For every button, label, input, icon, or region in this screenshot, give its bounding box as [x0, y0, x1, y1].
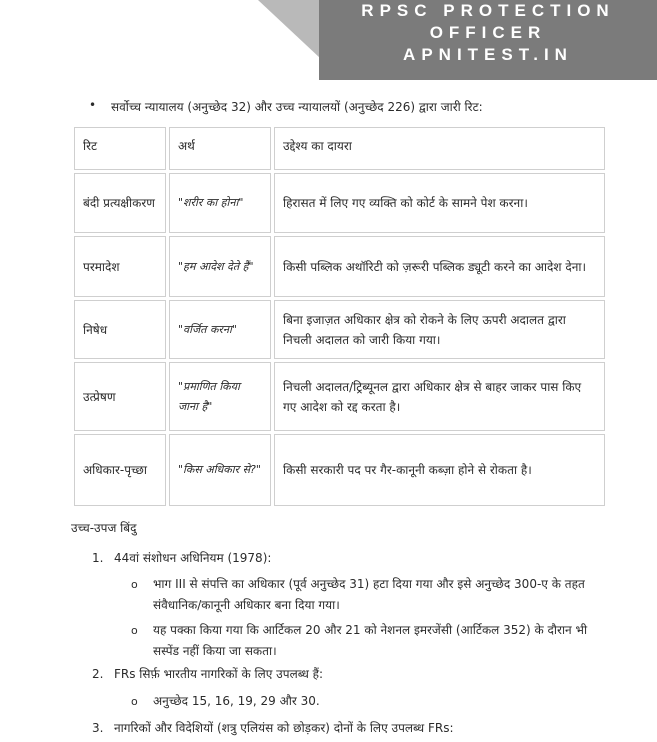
section-title: उच्च-उपज बिंदु: [71, 521, 137, 535]
writs-table: [71, 124, 608, 509]
sub-list-item: [131, 691, 613, 712]
sub-item-text: यह पक्का किया गया कि आर्टिकल 20 और 21 को नेशनल इमरजेंसी (आर्टिकल 352) के दौरान भी सस्पेंड नहीं किया जा सकता।: [153, 623, 588, 658]
list-item: [92, 664, 323, 684]
table-header-row: [74, 127, 605, 170]
bullet: •: [89, 98, 97, 112]
sub-list-item: [131, 620, 613, 662]
table-row: [74, 300, 605, 359]
table-row: [74, 236, 605, 297]
scope-cell: निचली अदालत/ट्रिब्यूनल द्वारा अधिकार क्षेत्र से बाहर जाकर पास किए गए आदेश को रद्द करता है।: [274, 362, 605, 431]
intro-text: सर्वोच्च न्यायालय (अनुच्छेद 32) और उच्च न्यायालयों (अनुच्छेद 226) द्वारा जारी रिट:: [111, 100, 483, 114]
meaning-cell: "शरीर का होना": [169, 173, 271, 233]
sub-bullet: o: [131, 695, 138, 708]
list-item-text: 44वां संशोधन अधिनियम (1978):: [114, 551, 272, 565]
writ-cell: अधिकार-पृच्छा: [74, 434, 166, 506]
header-cell-writ: रिट: [74, 127, 166, 170]
sub-bullet: o: [131, 624, 138, 637]
scope-cell: हिरासत में लिए गए व्यक्ति को कोर्ट के सामने पेश करना।: [274, 173, 605, 233]
scope-cell: किसी पब्लिक अथॉरिटी को ज़रूरी पब्लिक ड्यूटी करने का आदेश देना।: [274, 236, 605, 297]
table-row: [74, 362, 605, 431]
meaning-cell: "वर्जित करना": [169, 300, 271, 359]
scope-cell: बिना इजाज़त अधिकार क्षेत्र को रोकने के लिए ऊपरी अदालत द्वारा निचली अदालत को जारी किया गया।: [274, 300, 605, 359]
sub-list-item: [131, 574, 613, 616]
list-item-text: FRs सिर्फ़ भारतीय नागरिकों के लिए उपलब्ध हैं:: [114, 667, 324, 681]
header-cell-meaning: अर्थ: [169, 127, 271, 170]
sub-bullet: o: [131, 578, 138, 591]
meaning-cell: "प्रमाणित किया जाना है": [169, 362, 271, 431]
list-number: 3.: [92, 721, 104, 735]
table-row: [74, 173, 605, 233]
banner-line-1: RPSC PROTECTION: [361, 1, 615, 20]
list-number: 1.: [92, 551, 104, 565]
sub-item-text: भाग III से संपत्ति का अधिकार (पूर्व अनुच्छेद 31) हटा दिया गया और इसे अनुच्छेद 300-ए के तहत संवैधानिक/कानूनी अधिकार बना दिया गया।: [153, 577, 585, 612]
scope-cell: किसी सरकारी पद पर गैर-कानूनी कब्ज़ा होने से रोकता है।: [274, 434, 605, 506]
meaning-cell: "किस अधिकार से?": [169, 434, 271, 506]
list-item: [92, 718, 454, 738]
list-number: 2.: [92, 667, 104, 681]
banner-line-3: APNITEST.IN: [403, 45, 573, 64]
list-item: [92, 548, 271, 568]
writ-cell: निषेध: [74, 300, 166, 359]
watermark-banner: [319, 0, 657, 80]
writ-cell: बंदी प्रत्यक्षीकरण: [74, 173, 166, 233]
writ-cell: उत्प्रेषण: [74, 362, 166, 431]
intro-line: [89, 98, 483, 115]
table-row: [74, 434, 605, 506]
page-corner-fold: [258, 0, 320, 58]
sub-item-text: अनुच्छेद 15, 16, 19, 29 और 30.: [153, 694, 320, 708]
header-cell-scope: उद्देश्य का दायरा: [274, 127, 605, 170]
list-item-text: नागरिकों और विदेशियों (शत्रु एलियंस को छोड़कर) दोनों के लिए उपलब्ध FRs:: [114, 721, 454, 735]
banner-line-2: OFFICER: [429, 23, 547, 42]
meaning-cell: "हम आदेश देते हैं": [169, 236, 271, 297]
writ-cell: परमादेश: [74, 236, 166, 297]
